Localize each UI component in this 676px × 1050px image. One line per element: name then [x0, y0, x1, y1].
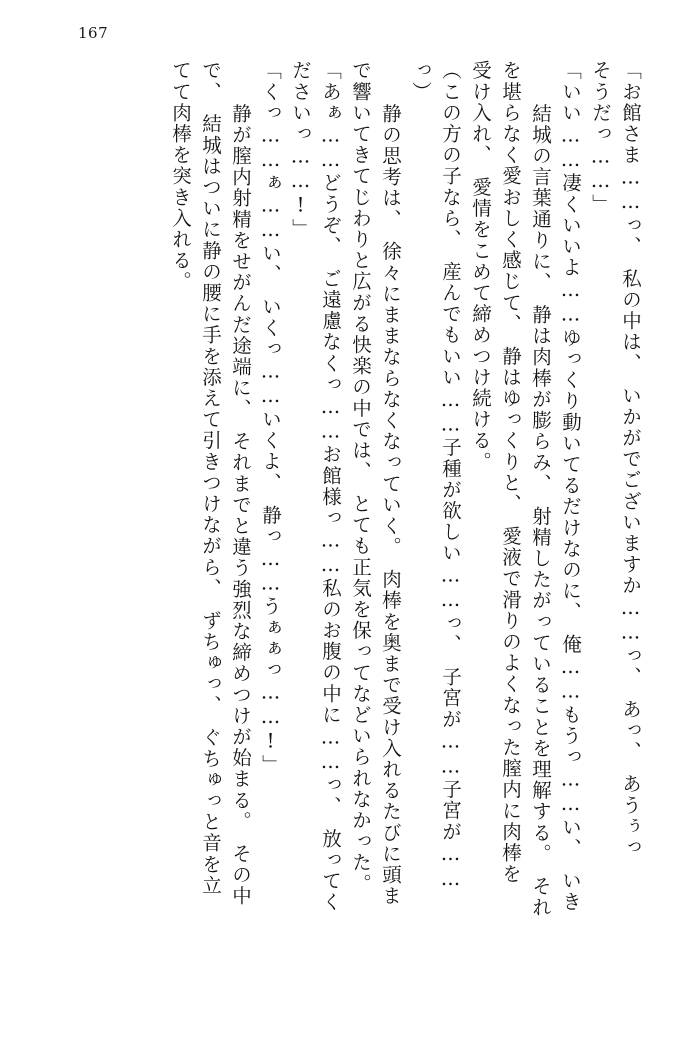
- page-number: 167: [78, 24, 109, 42]
- text-line: てて肉棒を突き入れる。: [169, 60, 192, 293]
- text-line: っ）: [409, 60, 432, 103]
- text-line: 静の思考は、 徐々にままならなくなっていく。 肉棒を奥まで受け入れるたびに頭ま: [379, 82, 402, 907]
- text-line: 静が膣内射精をせがんだ途端に、 それまでと違う強烈な締めつけが始まる。 その中: [229, 82, 252, 907]
- text-line: 「あぁ……どうぞ、 ご遠慮なくっ……お館様っ……私のお腹の中に……っ、 放ってく: [319, 60, 342, 913]
- text-line: 結城の言葉通りに、 静は肉棒が膨らみ、 射精したがっていることを理解する。 それ: [529, 82, 552, 918]
- text-line: 「いい……凄くいいよ……ゆっくり動いてるだけなのに、 俺……もうっ……い、 いき: [559, 60, 582, 913]
- text-line: 受け入れ、 愛情をこめて締めつけ続ける。: [469, 60, 492, 473]
- text-line: ださいっ……!」: [289, 60, 312, 240]
- vertical-text-block: [34, 60, 642, 1010]
- text-line: そうだっ……」: [589, 60, 612, 215]
- text-line: で、 結城はついに静の腰に手を添えて引きつけながら、 ずちゅっ、 ぐちゅっと音を立: [199, 60, 222, 896]
- text-line: で響いてきてじわりと広がる快楽の中では、 とても正気を保ってなどいられなかった。: [349, 60, 372, 895]
- text-line: 「お館さま……っ、 私の中は、 いかがでございますか……っ、 あっ、 あうぅっ: [619, 60, 642, 858]
- text-line: 「くっ……ぁ……い、 いくっ……いくよ、 静っ……うぁぁっ……!」: [259, 60, 282, 776]
- text-line: （この方の子なら、 産んでもいい……子種が欲しい……っ、 子宮が……子宮が……: [439, 60, 462, 892]
- text-line: を堪らなく愛おしく感じて、 静はゆっくりと、 愛液で滑りのよくなった膣内に肉棒を: [499, 60, 522, 885]
